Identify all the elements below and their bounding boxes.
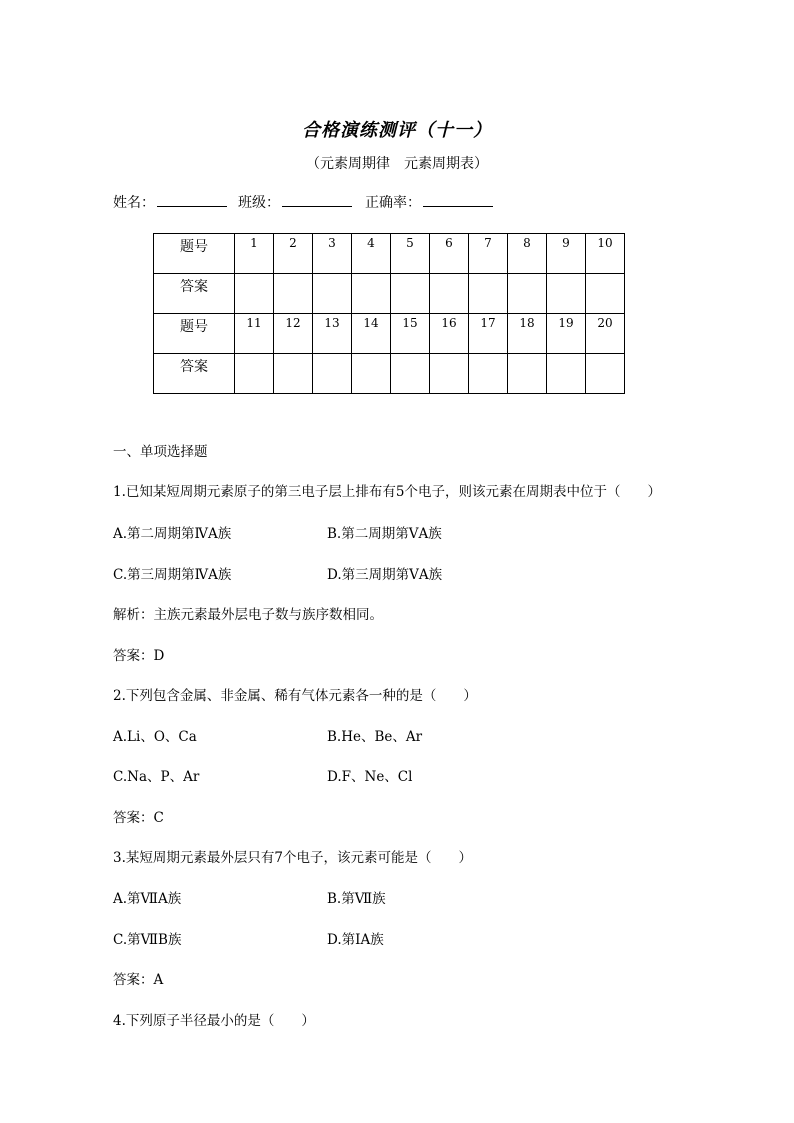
answer-cell[interactable] — [313, 354, 352, 394]
answer-row-1 — [154, 274, 625, 314]
class-field — [238, 192, 352, 212]
answer-text: 答案：C — [113, 810, 164, 826]
answer-cell[interactable] — [469, 354, 508, 394]
class-blank[interactable] — [282, 192, 352, 207]
name-field — [113, 192, 227, 212]
row-label: 答案 — [154, 354, 235, 394]
answer-cell[interactable] — [508, 274, 547, 314]
row-label: 答案 — [154, 274, 235, 314]
answer-cell[interactable] — [430, 354, 469, 394]
row-label: 题号 — [154, 234, 235, 274]
question-number: 1 — [235, 234, 274, 274]
answer-cell[interactable] — [547, 354, 586, 394]
question-number: 13 — [313, 314, 352, 354]
accuracy-field — [365, 192, 493, 212]
answer-cell[interactable] — [391, 354, 430, 394]
question-number: 7 — [469, 234, 508, 274]
question-number: 12 — [274, 314, 313, 354]
answer-cell[interactable] — [274, 354, 313, 394]
answer-cell[interactable] — [586, 354, 625, 394]
option-d: D.第ⅠA族 — [327, 932, 384, 948]
question-number: 8 — [508, 234, 547, 274]
question-number: 3 — [313, 234, 352, 274]
number-row-1 — [154, 234, 625, 274]
option-c: C.第ⅦB族 — [113, 932, 182, 948]
option-d: D.F、Ne、Cl — [327, 769, 413, 785]
option-a: A.第ⅦA族 — [113, 891, 182, 907]
name-blank[interactable] — [157, 192, 227, 207]
answer-cell[interactable] — [391, 274, 430, 314]
question-number: 6 — [430, 234, 469, 274]
answer-cell[interactable] — [469, 274, 508, 314]
answer-row-2 — [154, 354, 625, 394]
accuracy-blank[interactable] — [423, 192, 493, 207]
option-a: A.第二周期第ⅣA族 — [113, 526, 232, 542]
question-number: 19 — [547, 314, 586, 354]
question-number: 11 — [235, 314, 274, 354]
question-number: 9 — [547, 234, 586, 274]
answer-cell[interactable] — [274, 274, 313, 314]
question-number: 10 — [586, 234, 625, 274]
option-d: D.第三周期第ⅤA族 — [327, 567, 443, 583]
question-number: 15 — [391, 314, 430, 354]
option-c: C.第三周期第ⅣA族 — [113, 567, 232, 583]
page-title: 合格演练测评（十一） — [302, 120, 492, 141]
answer-text: 答案：A — [113, 972, 164, 988]
answer-cell[interactable] — [352, 274, 391, 314]
question-stem: 4.下列原子半径最小的是（ ） — [113, 1013, 315, 1029]
answer-text: 答案：D — [113, 648, 165, 664]
question-stem: 2.下列包含金属、非金属、稀有气体元素各一种的是（ ） — [113, 688, 477, 704]
option-a: A.Li、O、Ca — [113, 729, 197, 745]
page-subtitle: （元素周期律 元素周期表） — [306, 156, 488, 172]
answer-sheet-table — [153, 233, 625, 394]
answer-cell[interactable] — [235, 354, 274, 394]
answer-cell[interactable] — [547, 274, 586, 314]
question-number: 4 — [352, 234, 391, 274]
answer-cell[interactable] — [313, 274, 352, 314]
number-row-2 — [154, 314, 625, 354]
answer-cell[interactable] — [508, 354, 547, 394]
option-c: C.Na、P、Ar — [113, 769, 200, 785]
row-label: 题号 — [154, 314, 235, 354]
question-number: 18 — [508, 314, 547, 354]
section-heading: 一、单项选择题 — [113, 444, 208, 460]
question-number: 20 — [586, 314, 625, 354]
option-b: B.第二周期第ⅤA族 — [327, 526, 442, 542]
question-number: 2 — [274, 234, 313, 274]
question-number: 5 — [391, 234, 430, 274]
question-number: 17 — [469, 314, 508, 354]
question-stem: 3.某短周期元素最外层只有7个电子，该元素可能是（ ） — [113, 850, 472, 866]
option-b: B.第Ⅶ族 — [327, 891, 386, 907]
name-label: 姓名： — [113, 195, 155, 211]
answer-cell[interactable] — [430, 274, 469, 314]
question-number: 16 — [430, 314, 469, 354]
answer-cell[interactable] — [235, 274, 274, 314]
accuracy-label: 正确率： — [365, 195, 421, 211]
question-stem: 1.已知某短周期元素原子的第三电子层上排布有5个电子，则该元素在周期表中位于（ ） — [113, 484, 661, 500]
analysis-text: 解析：主族元素最外层电子数与族序数相同。 — [113, 607, 383, 623]
class-label: 班级： — [238, 195, 280, 211]
answer-cell[interactable] — [352, 354, 391, 394]
option-b: B.He、Be、Ar — [327, 729, 423, 745]
question-number: 14 — [352, 314, 391, 354]
answer-cell[interactable] — [586, 274, 625, 314]
